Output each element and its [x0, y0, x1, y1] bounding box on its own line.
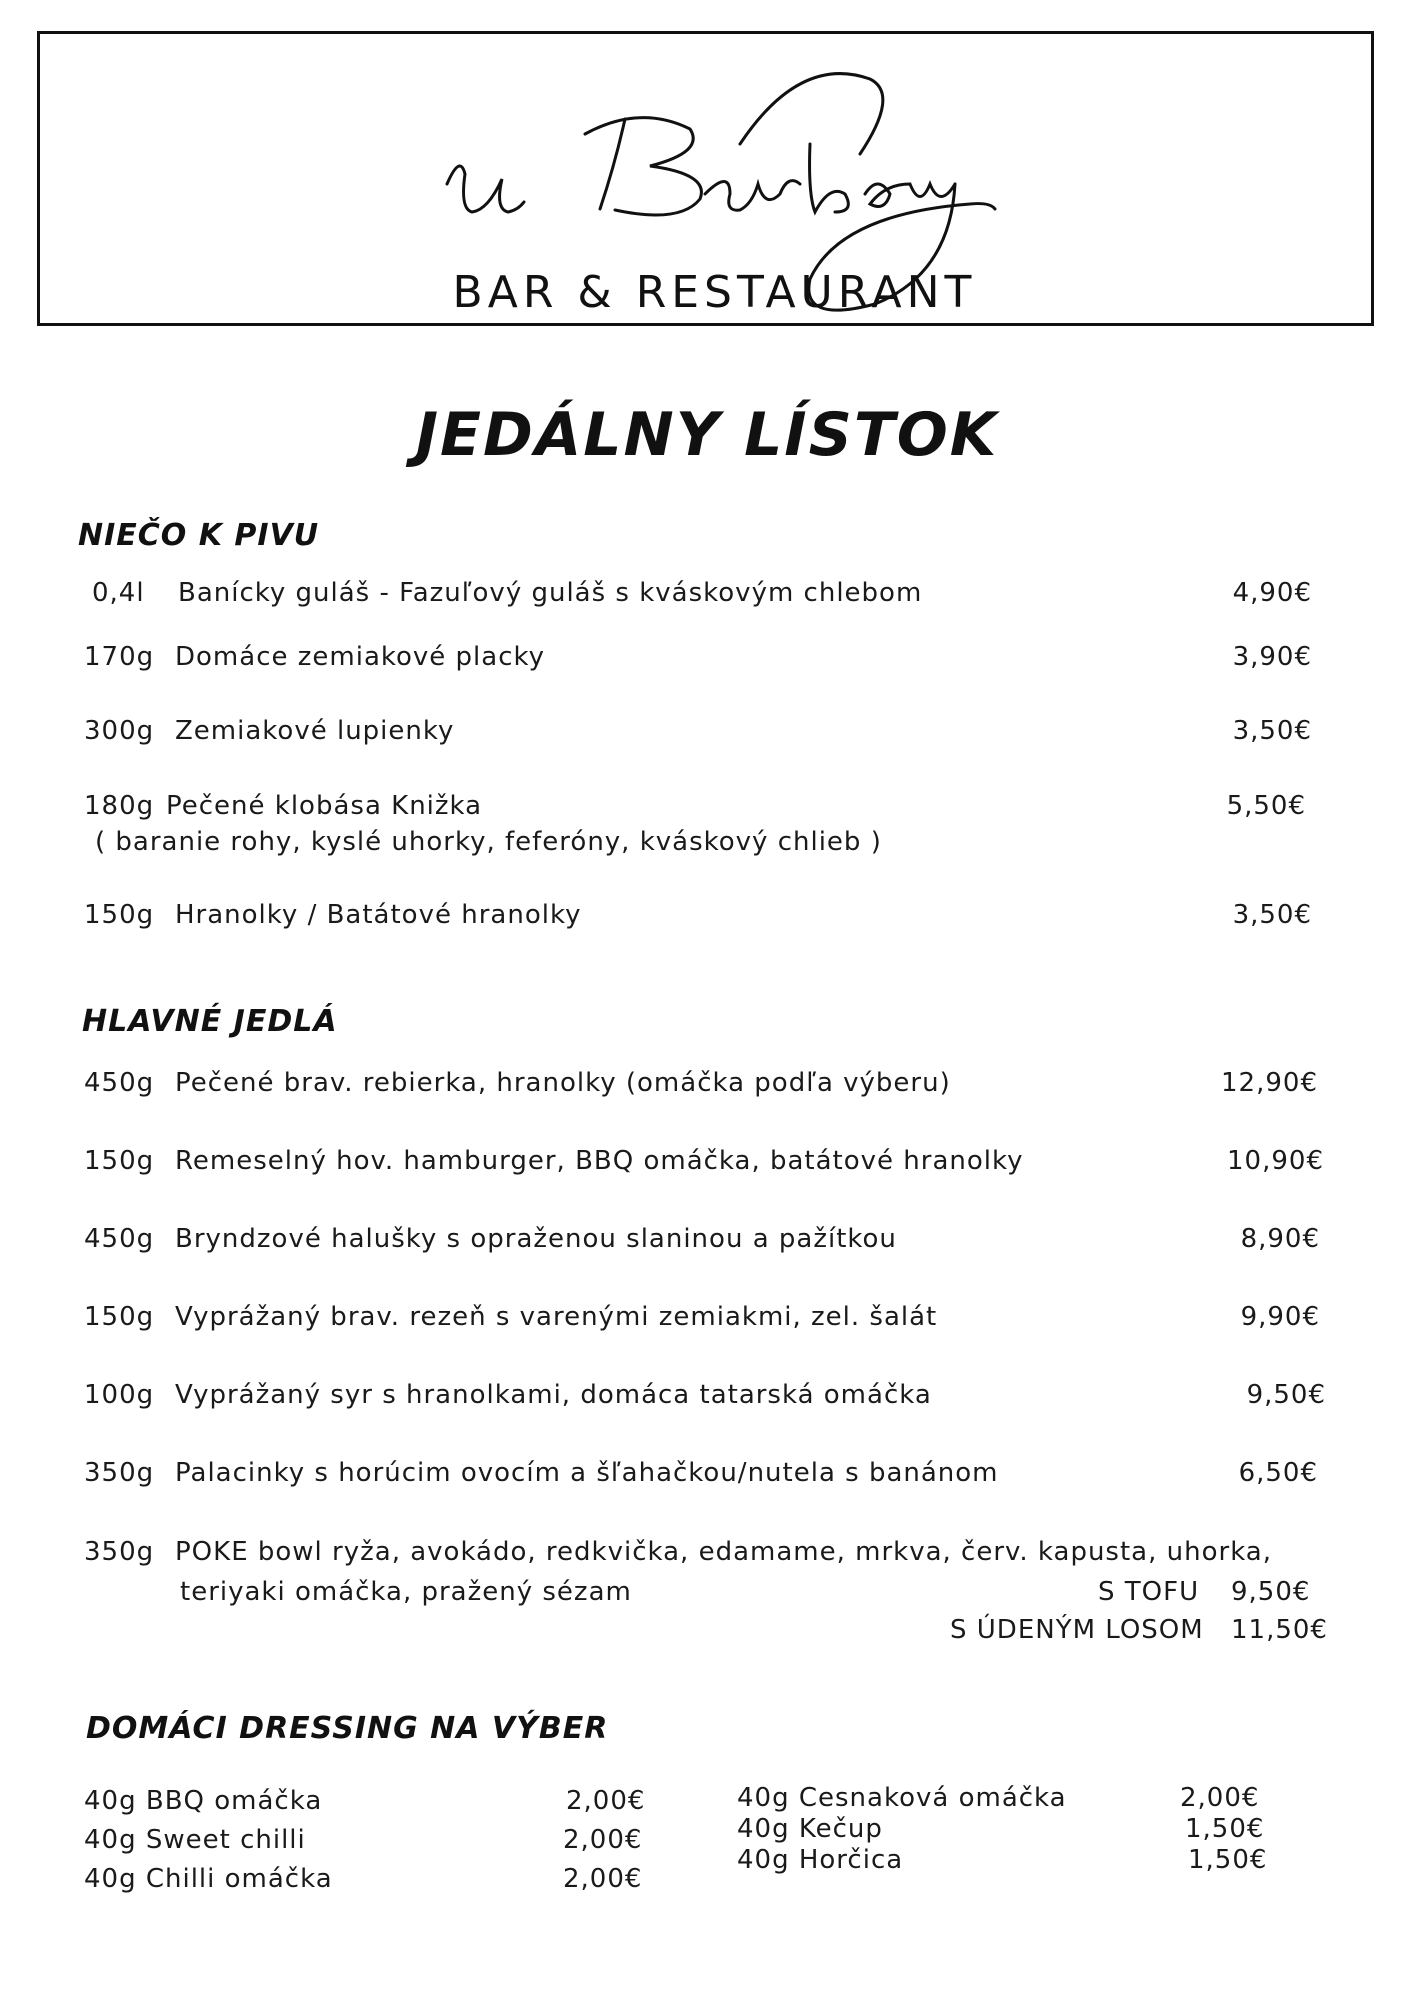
item-qty: 450g — [84, 1068, 155, 1098]
logo-box — [37, 31, 1374, 326]
item-qty: 350g — [84, 1458, 155, 1488]
item-price: 3,90€ — [1232, 642, 1312, 672]
brand-subtitle: BAR & RESTAURANT — [452, 267, 977, 318]
dressing-name: 40g Sweet chilli — [84, 1825, 306, 1855]
section-title-beer: NIEČO K PIVU — [78, 518, 320, 553]
item-price: 3,50€ — [1232, 716, 1312, 746]
dressing-name: 40g Cesnaková omáčka — [737, 1783, 1067, 1813]
item-qty: 170g — [84, 642, 155, 672]
dressing-price: 2,00€ — [563, 1864, 643, 1894]
dressing-price: 1,50€ — [1185, 1814, 1265, 1844]
item-qty: 150g — [84, 900, 155, 930]
item-price: 10,90€ — [1227, 1146, 1324, 1176]
item-price: 12,90€ — [1221, 1068, 1318, 1098]
item-qty: 0,4l — [92, 578, 145, 608]
item-qty: 150g — [84, 1146, 155, 1176]
item-qty: 300g — [84, 716, 155, 746]
item-qty: 450g — [84, 1224, 155, 1254]
dressing-name: 40g Horčica — [737, 1845, 904, 1875]
item-qty: 180g — [84, 791, 155, 821]
section-title-dressing: DOMÁCI DRESSING NA VÝBER — [86, 1711, 609, 1746]
dressing-price: 2,00€ — [563, 1825, 643, 1855]
item-price: 6,50€ — [1238, 1458, 1318, 1488]
variant-price: 11,50€ — [1231, 1615, 1328, 1645]
dressing-name: 40g Kečup — [737, 1814, 883, 1844]
item-name: Hranolky / Batátové hranolky — [175, 900, 582, 930]
item-name: Domáce zemiakové placky — [175, 642, 546, 672]
dressing-name: 40g Chilli omáčka — [84, 1864, 333, 1894]
item-price: 9,90€ — [1240, 1302, 1320, 1332]
item-qty: 350g — [84, 1537, 155, 1567]
item-qty: 150g — [84, 1302, 155, 1332]
item-name: POKE bowl ryža, avokádo, redkvička, edamame, mrkva, červ. kapusta, uhorka, — [175, 1537, 1272, 1567]
item-name: Palacinky s horúcim ovocím a šľahačkou/nutela s banánom — [175, 1458, 999, 1488]
dressing-price: 2,00€ — [566, 1786, 646, 1816]
item-note: ( baranie rohy, kyslé uhorky, feferóny, kváskový chlieb ) — [95, 827, 882, 857]
item-name: Vyprážaný brav. rezeň s varenými zemiakmi, zel. šalát — [175, 1302, 938, 1332]
item-name: Vyprážaný syr s hranolkami, domáca tatarská omáčka — [175, 1380, 932, 1410]
section-title-main: HLAVNÉ JEDLÁ — [82, 1004, 338, 1039]
item-name: Bryndzové halušky s opraženou slaninou a pažítkou — [175, 1224, 897, 1254]
dressing-price: 1,50€ — [1188, 1845, 1268, 1875]
item-price: 9,50€ — [1246, 1380, 1326, 1410]
item-qty: 100g — [84, 1380, 155, 1410]
item-name: Zemiakové lupienky — [175, 716, 455, 746]
item-price: 4,90€ — [1232, 578, 1312, 608]
page-title: JEDÁLNY LÍSTOK — [415, 400, 999, 470]
item-name: Remeselný hov. hamburger, BBQ omáčka, batátové hranolky — [175, 1146, 1024, 1176]
item-price: 5,50€ — [1226, 791, 1306, 821]
item-name: Pečené klobása Knižka — [166, 791, 483, 821]
item-name: Pečené brav. rebierka, hranolky (omáčka podľa výberu) — [175, 1068, 951, 1098]
dressing-price: 2,00€ — [1180, 1783, 1260, 1813]
item-price: 3,50€ — [1232, 900, 1312, 930]
variant-label: S ÚDENÝM LOSOM — [950, 1615, 1204, 1645]
item-price: 8,90€ — [1240, 1224, 1320, 1254]
variant-label: S TOFU — [1098, 1577, 1200, 1607]
item-name: Banícky guláš - Fazuľový guláš s kváskovým chlebom — [178, 578, 923, 608]
item-name-continued: teriyaki omáčka, pražený sézam — [180, 1577, 632, 1607]
variant-price: 9,50€ — [1231, 1577, 1311, 1607]
dressing-name: 40g BBQ omáčka — [84, 1786, 323, 1816]
